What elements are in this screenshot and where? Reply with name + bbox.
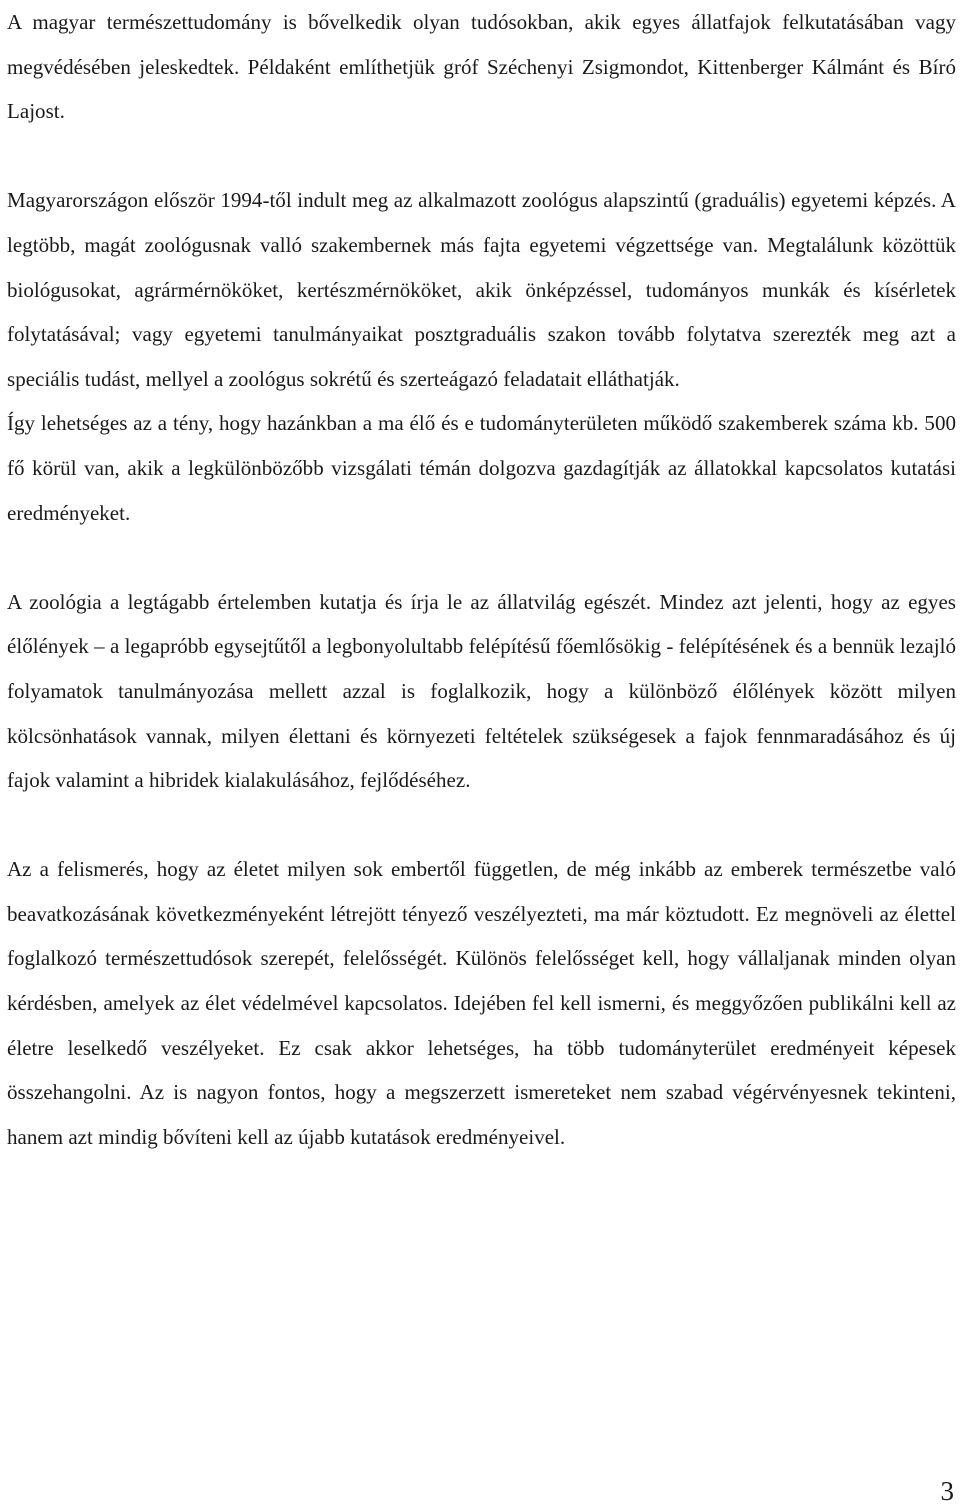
paragraph-zoology-definition: A zoológia a legtágabb értelemben kutatja és írja le az állatvilág egészét. Mindez azt jelenti, hogy az egyes élőlények – a legapróbb egysejtűtől a legbonyolultabb felépítésű főemlősökig - felépítésének és a bennük lezajló folyamatok tanulmányozása mellett azzal is foglalkozik, hogy a különböző élőlények között milyen kölcsönhatások vannak, milyen élettani és környezeti feltételek szükségesek a fajok fennmaradásához és új fajok valamint a hibridek kialakulásához, fejlődéséhez.: [7, 589, 956, 793]
page-number: 3: [940, 1476, 954, 1506]
paragraph-naturalists: A magyar természettudomány is bővelkedik olyan tudósokban, akik egyes állatfajok felkutatásában vagy megvédésében jeleskedtek. Példaként említhetjük gróf Széchenyi Zsigmondot, Kittenberger Kálmánt és Bíró Lajost.: [7, 10, 956, 124]
paragraph-gap: [7, 535, 956, 580]
paragraph-specialist-count: Így lehetséges az a tény, hogy hazánkban a ma élő és e tudományterületen működő szakemberek száma kb. 500 fő körül van, akik a legkülönbözőbb vizsgálati témán dolgozva gazdagítják az állatokkal kapcsolatos kutatási eredményeket.: [7, 411, 956, 525]
paragraph-responsibility: Az a felismerés, hogy az életet milyen sok embertől független, de még inkább az emberek természetbe való beavatkozásának következményeként létrejött tényező veszélyezteti, ma már köztudott. Ez megnöveli az élettel foglalkozó természettudósok szerepét, felelősségét. Különös felelősséget kell, hogy vállaljanak minden olyan kérdésben, amelyek az élet védelmével kapcsolatos. Idejében fel kell ismerni, és meggyőzően publikálni kell az életre leselkedő veszélyeket. Ez csak akkor lehetséges, ha több tudományterület eredményeit képesek összehangolni. Az is nagyon fontos, hogy a megszerzett ismereteket nem szabad végérvényesnek tekinteni, hanem azt mindig bővíteni kell az újabb kutatások eredményeivel.: [7, 857, 956, 1149]
paragraph-gap: [7, 134, 956, 179]
paragraph-zoologist-training: Magyarországon először 1994-től indult meg az alkalmazott zoológus alapszintű (graduális) egyetemi képzés. A legtöbb, magát zoológusnak valló szakembernek más fajta egyetemi végzettsége van. Megtalálunk közöttük biológusokat, agrármérnököket, kertészmérnököket, akik önképzéssel, tudományos munkák és kísérletek folytatásával; vagy egyetemi tanulmányaikat posztgraduális szakon tovább folytatva szerezték meg azt a speciális tudást, mellyel a zoológus sokrétű és szerteágazó feladatait elláthatják.: [7, 188, 956, 391]
document-page: [7, 0, 956, 1159]
paragraph-gap: [7, 803, 956, 848]
